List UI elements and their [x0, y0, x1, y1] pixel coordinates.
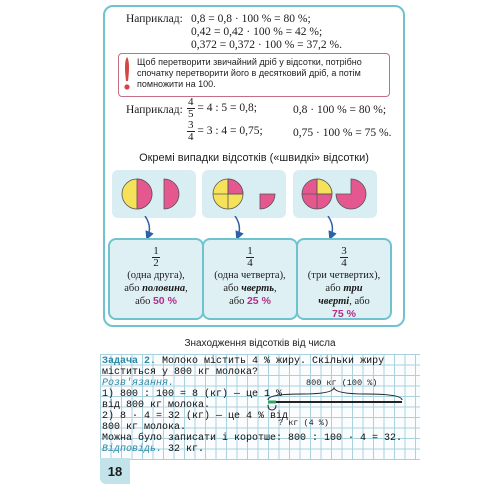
quarter-card — [202, 238, 298, 320]
exclamation-icon — [121, 55, 133, 93]
card-line2: або чверть, — [223, 283, 277, 294]
brace-label: 800 кг (100 %) — [306, 378, 378, 388]
example2-row2-calc: = 3 : 4 = 0,75; — [197, 125, 263, 138]
example2-row1-right: 0,8 · 100 % = 80 %; — [293, 104, 387, 116]
step2b: 800 кг молока. — [102, 422, 187, 433]
example2-row1 — [187, 97, 257, 120]
task-line2: міститься у 800 кг молока? — [102, 367, 259, 378]
card-line3: чверті, або — [318, 296, 370, 307]
example2-row2 — [187, 120, 263, 143]
example1-line3: 0,372 = 0,372 · 100 % = 37,2 %. — [191, 39, 342, 51]
percent-value: 75 % — [332, 308, 356, 320]
card-line1: (одна друга), — [127, 270, 185, 281]
task-line1: Задача 2. Молоко містить 4 % жиру. Скільки жиру — [102, 356, 385, 367]
page-number: 18 — [100, 458, 130, 484]
half-card — [108, 238, 204, 320]
step1a: 1) 800 : 100 = 8 (кг) — це 1 % — [102, 389, 283, 400]
arrows — [100, 216, 410, 240]
three-quarters-card — [296, 238, 392, 320]
example1-label: Наприклад: — [126, 13, 183, 25]
percent-value: 25 % — [246, 295, 271, 307]
example1-line1: 0,8 = 0,8 · 100 % = 80 %; — [191, 13, 311, 25]
fraction-denominator: 4 — [247, 257, 253, 269]
question-label: ? кг (4 %) — [278, 418, 330, 428]
fraction-numerator: 1 — [247, 245, 253, 257]
note-text: Щоб перетворити звичайний дріб у відсотки, потрібно спочатку перетворити його в десятковий дріб, а потім помножити на 100. — [137, 57, 362, 89]
fraction-denominator: 4 — [188, 131, 194, 143]
fraction-denominator: 4 — [341, 257, 347, 269]
step1b: від 800 кг молока. — [102, 400, 211, 411]
card-line1: (одна четверта), — [214, 270, 286, 281]
segment-diagram — [262, 386, 412, 422]
short-note: Можна було записати і коротше: 800 : 100 · 4 = 32. — [102, 433, 403, 444]
solution-label: Розв'язання. — [102, 378, 175, 389]
fraction-denominator: 2 — [153, 257, 159, 269]
step2a: 2) 8 · 4 = 32 (кг) — це 4 % від — [102, 411, 289, 422]
fraction-numerator: 4 — [188, 96, 194, 108]
example2-row2-right: 0,75 · 100 % = 75 %. — [293, 127, 392, 139]
percent-value: 50 % — [152, 295, 177, 307]
answer-label: Відповідь. — [102, 444, 163, 455]
finding-title: Знаходження відсотків від числа — [184, 338, 336, 349]
card-line3: або 50 % — [135, 295, 177, 307]
card-line1: (три четвертих), — [307, 270, 381, 281]
example1-line2: 0,42 = 0,42 · 100 % = 42 %; — [191, 26, 323, 38]
example2-label: Наприклад: — [126, 104, 183, 116]
quarter-diagram-card — [202, 170, 286, 218]
example2-row1-calc: = 4 : 5 = 0,8; — [197, 102, 257, 115]
task-label: Задача 2. — [102, 356, 157, 367]
fraction-numerator: 3 — [341, 245, 347, 257]
card-line2: або три — [325, 283, 363, 294]
card-line2: або половина, — [124, 283, 188, 294]
answer-line: Відповідь. 32 кг. — [102, 444, 205, 455]
card-line3: або 25 % — [229, 295, 271, 307]
half-diagram-card — [112, 170, 196, 218]
three-quarters-diagram-card — [293, 170, 377, 218]
fraction-denominator: 5 — [188, 108, 194, 120]
fraction-numerator: 1 — [153, 245, 159, 257]
fraction-numerator: 3 — [188, 119, 194, 131]
special-cases-title: Окремі випадки відсотків («швидкі» відсотки) — [139, 152, 369, 164]
